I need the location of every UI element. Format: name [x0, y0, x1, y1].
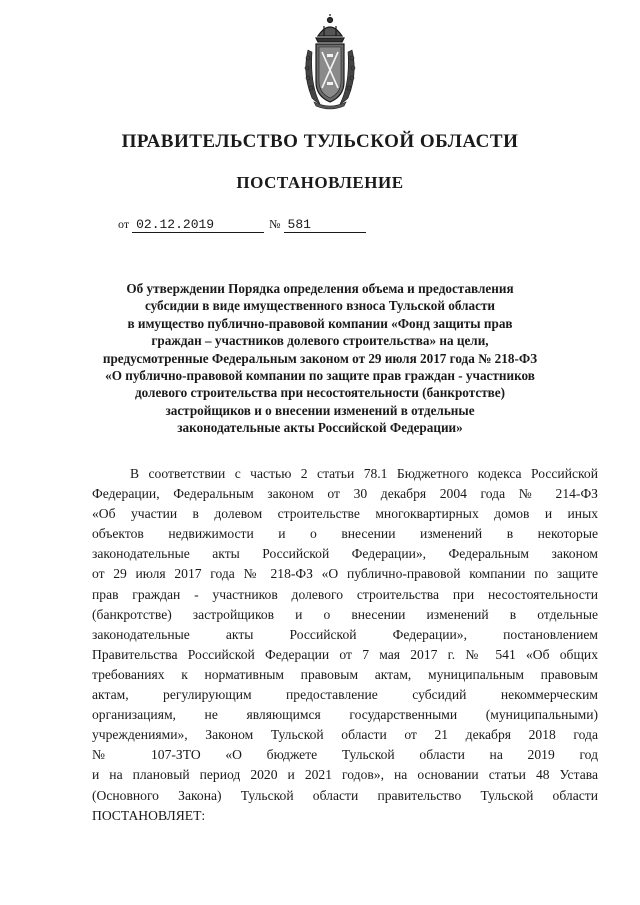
- body-line: от 29 июля 2017 года № 218-ФЗ «О публично-правовой компании по защите: [92, 566, 598, 582]
- date-value: 02.12.2019: [132, 218, 264, 233]
- body-line: требованиях к нормативным правовым актам, муниципальным правовым: [92, 666, 598, 682]
- body-line: актам, регулирующим предоставление субсидий некоммерческим: [92, 687, 598, 703]
- number-value: 581: [284, 218, 366, 233]
- date-label: от: [118, 217, 130, 231]
- resolution-title: [80, 280, 560, 437]
- body-line: учреждениями», Законом Тульской области от 21 декабря 2018 года: [92, 727, 598, 743]
- document-meta: [118, 217, 366, 233]
- number-label: №: [269, 217, 281, 231]
- body-line: Правительства Российской Федерации от 7 мая 2017 г. № 541 «Об общих: [92, 646, 598, 662]
- body-line: (банкротстве) застройщиков и о внесении изменений в отдельные: [92, 606, 598, 622]
- body-line: организациям, не являющимся государственными (муниципальными): [92, 707, 598, 723]
- resolution-body: [92, 464, 598, 826]
- title-line: долевого строительства при несостоятельности (банкротстве): [134, 385, 506, 401]
- title-line: законодательные акты Российской Федерации»: [177, 420, 463, 436]
- body-line: прав граждан - участников долевого строительства при несостоятельности: [92, 586, 598, 602]
- title-line: Об утверждении Порядка определения объема и предоставления: [126, 281, 514, 296]
- body-line: законодательные акты Российской Федерации», постановлением: [92, 626, 598, 642]
- body-line: Федерации, Федеральным законом от 30 декабря 2004 года № 214-ФЗ: [92, 486, 598, 502]
- body-line: ПОСТАНОВЛЯЕТ:: [92, 807, 206, 823]
- body-line: и на плановый период 2020 и 2021 годов», на основании статьи 48 Устава: [92, 767, 598, 783]
- body-line: объектов недвижимости и о внесении изменений в некоторые: [92, 526, 598, 542]
- body-line: (Основного Закона) Тульской области правительство Тульской области: [92, 787, 598, 803]
- body-line: законодательные акты Российской Федерации», Федеральным законом: [92, 546, 598, 562]
- title-line: субсидии в виде имущественного взноса Тульской области: [144, 298, 496, 314]
- title-line: в имущество публично-правовой компании «Фонд защиты прав: [127, 315, 513, 331]
- body-line: «Об участии в долевом строительстве многоквартирных домов и иных: [92, 506, 598, 522]
- document-type: ПОСТАНОВЛЕНИЕ: [236, 173, 404, 192]
- body-line: В соответствии с частью 2 статьи 78.1 Бюджетного кодекса Российской: [130, 466, 598, 481]
- title-line: застройщиков и о внесении изменений в отдельные: [165, 402, 475, 418]
- title-line: граждан – участников долевого строительства» на цели,: [151, 333, 489, 349]
- government-title: ПРАВИТЕЛЬСТВО ТУЛЬСКОЙ ОБЛАСТИ: [121, 131, 519, 152]
- title-line: «О публично-правовой компании по защите прав граждан - участников: [105, 368, 535, 384]
- body-line: № 107-ЗТО «О бюджете Тульской области на 2019 год: [92, 747, 598, 763]
- title-line: предусмотренные Федеральным законом от 29 июля 2017 года № 218-ФЗ: [102, 350, 538, 366]
- coat-of-arms-icon: [302, 14, 358, 110]
